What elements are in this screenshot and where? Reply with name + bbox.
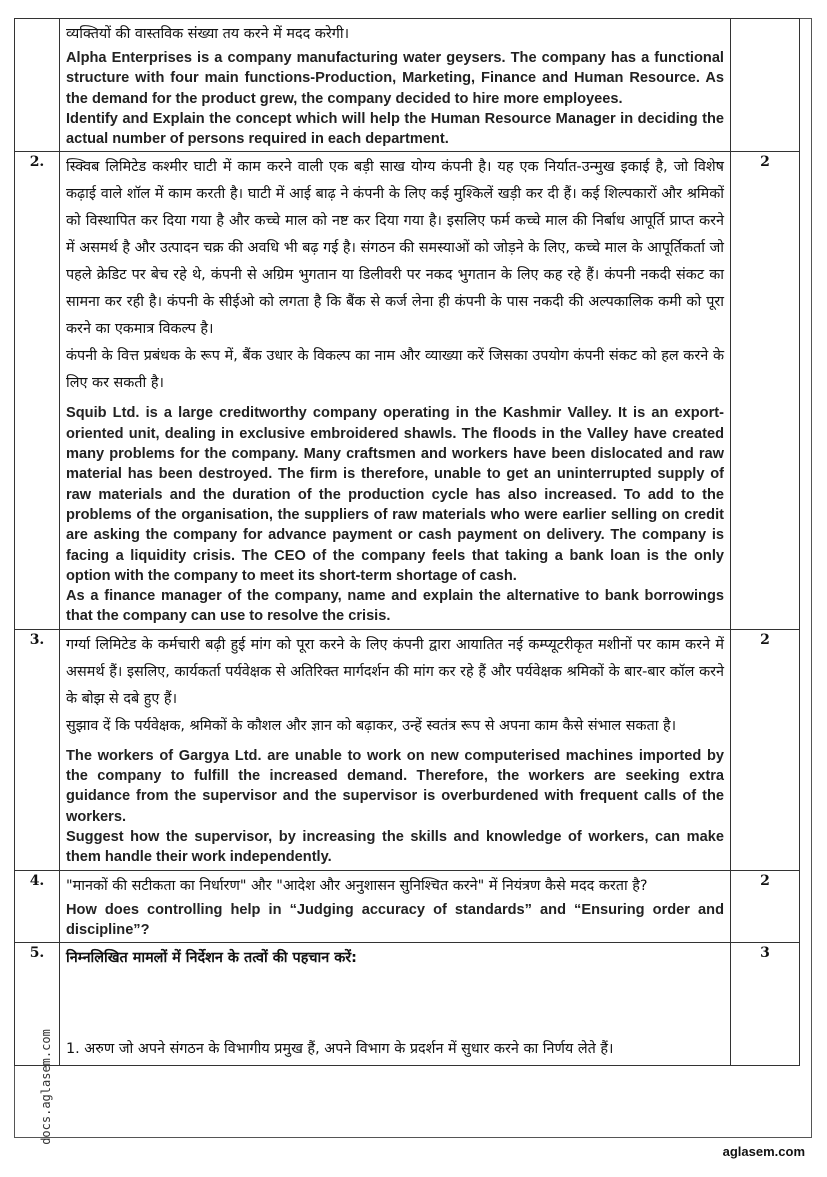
english-text: As a finance manager of the company, name and explain the alternative to bank borrowings that the company can use to resolve the crisis. bbox=[66, 588, 724, 625]
question-marks: 3 bbox=[731, 943, 800, 1066]
question-number bbox=[15, 19, 60, 152]
english-text: Squib Ltd. is a large creditworthy company operating in the Kashmir Valley. It is an export-oriented unit, dealing in exclusive embroidered shawls. The floods in the Valley have created many problems for the company. Many craftsmen and workers have been dislocated and raw material has been destroyed. The firm is therefore, unable to get an uninterrupted supply of raw materials and the duration of the production cycle has also increased. To add to the problems of the organisation, the suppliers of raw materials who were earlier selling on credit are asking the company for advance payment or cash payment on delivery. The company is facing a liquidity crisis. The CEO of the company feels that taking a bank loan is the only option with the company to meet its short-term shortage of cash. bbox=[66, 405, 724, 584]
hindi-text: निम्नलिखित मामलों में निर्देशन के तत्वों की पहचान करें: bbox=[66, 950, 357, 967]
question-body bbox=[60, 943, 731, 1066]
question-body bbox=[60, 19, 731, 152]
english-text: The workers of Gargya Ltd. are unable to work on new computerised machines imported by the company to fulfill the increased demand. Therefore, the workers are seeking extra guidance from the supervisor and the supervisor is overburdened with frequent calls of the workers. bbox=[66, 747, 724, 825]
hindi-text: स्क्विब लिमिटेड कश्मीर घाटी में काम करने वाली एक बड़ी साख योग्य कंपनी है। यह एक निर्यात-उन्मुख इकाई है, जो विशेष कढ़ाई वाले शॉल में काम करती है। घाटी में आई बाढ़ ने कंपनी के लिए कई मुश्किलें खड़ी कर दी हैं। कई शिल्पकारों और श्रमिकों को विस्थापित कर दिया गया है और कच्चे माल को नष्ट कर दिया गया है। इसलिए फर्म कच्चे माल की निर्बाध आपूर्ति प्राप्त करने में असमर्थ है और उत्पादन चक्र की अवधि भी बढ़ गई है। संगठन की समस्याओं को जोड़ने के लिए, कच्चे माल के आपूर्तिकर्ता जो पहले क्रेडिट पर बेच रहे थे, कंपनी से अग्रिम भुगतान या डिलीवरी पर नकद भुगतान के लिए कह रहे हैं। कंपनी नकदी संकट का सामना कर रही है। कंपनी के सीईओ को लगता है कि बैंक से कर्ज लेना ही कंपनी के पास नकदी की अल्पकालिक कमी को पूरा करने का एकमात्र विकल्प है। bbox=[66, 159, 724, 338]
hindi-text: "मानकों की सटीकता का निर्धारण" और "आदेश और अनुशासन सुनिश्चित करने" में नियंत्रण कैसे मदद करता है? bbox=[66, 877, 648, 894]
hindi-text: गर्ग्या लिमिटेड के कर्मचारी बढ़ी हुई मांग को पूरा करने के लिए कंपनी द्वारा आयातित नई कम्प्यूटरीकृत मशीनों पर काम करने में असमर्थ हैं। इसलिए, कार्यकर्ता पर्यवेक्षक से अतिरिक्त मार्गदर्शन की मांग कर रहे हैं और पर्यवेक्षक श्रमिकों के बार-बार कॉल करने के बोझ से दबे हुए हैं। bbox=[66, 636, 724, 707]
question-body bbox=[60, 152, 731, 629]
question-number: 5. bbox=[15, 943, 60, 1066]
question-row-2 bbox=[15, 152, 800, 629]
question-row-3 bbox=[15, 629, 800, 870]
question-body bbox=[60, 629, 731, 870]
english-text: How does controlling help in “Judging accuracy of standards” and “Ensuring order and discipline”? bbox=[66, 901, 724, 938]
question-marks: 2 bbox=[731, 870, 800, 943]
english-text: Identify and Explain the concept which will help the Human Resource Manager in deciding the actual number of persons required in each department. bbox=[66, 110, 724, 148]
english-text: Alpha Enterprises is a company manufacturing water geysers. The company has a functional structure with four main functions-Production, Marketing, Finance and Human Resource. As the demand for the product grew, the company decided to hire more employees. bbox=[66, 50, 724, 107]
question-number: 4. bbox=[15, 870, 60, 943]
question-marks: 2 bbox=[731, 152, 800, 629]
question-row-5 bbox=[15, 943, 800, 1066]
english-text: Suggest how the supervisor, by increasing the skills and knowledge of workers, can make them handle their work independently. bbox=[66, 828, 724, 866]
hindi-text: कंपनी के वित्त प्रबंधक के रूप में, बैंक उधार के विकल्प का नाम और व्याख्या करें जिसका उपयोग कंपनी संकट को हल करने के लिए कर सकती है। bbox=[66, 348, 724, 392]
question-row-1 bbox=[15, 19, 800, 152]
question-number: 2. bbox=[15, 152, 60, 629]
question-marks: 2 bbox=[731, 629, 800, 870]
hindi-text: सुझाव दें कि पर्यवेक्षक, श्रमिकों के कौशल और ज्ञान को बढ़ाकर, उन्हें स्वतंत्र रूप से अपना काम कैसे संभाल सकता है। bbox=[66, 717, 677, 734]
footer-link[interactable]: aglasem.com bbox=[722, 1144, 805, 1159]
hindi-text: व्यक्तियों की वास्तविक संख्या तय करने में मदद करेगी। bbox=[66, 26, 350, 42]
watermark-text: docs.aglasem.com bbox=[39, 1029, 53, 1145]
question-row-4 bbox=[15, 870, 800, 943]
blank-space bbox=[66, 972, 724, 1036]
question-body bbox=[60, 870, 731, 943]
question-number: 3. bbox=[15, 629, 60, 870]
question-table bbox=[14, 18, 800, 1066]
question-marks bbox=[731, 19, 800, 152]
hindi-text: 1. अरुण जो अपने संगठन के विभागीय प्रमुख हैं, अपने विभाग के प्रदर्शन में सुधार करने का निर्णय लेते हैं। bbox=[66, 1041, 614, 1058]
